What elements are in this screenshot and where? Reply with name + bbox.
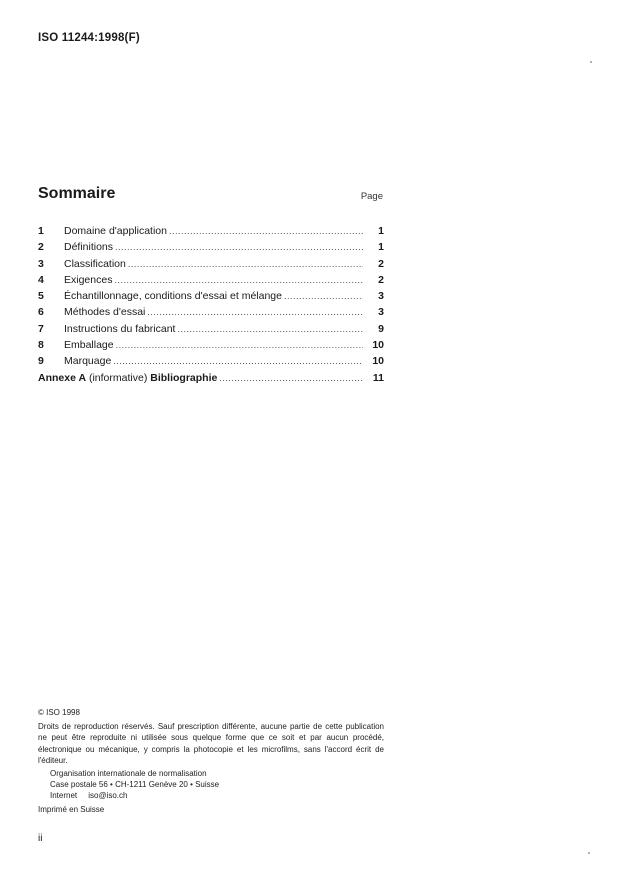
toc-entry[interactable] xyxy=(38,256,384,272)
toc-dot-leader xyxy=(177,321,363,337)
toc-dot-leader xyxy=(116,337,363,353)
toc-entry-page: 11 xyxy=(372,371,384,384)
toc-entry-title: Échantillonnage, conditions d'essai et mélange xyxy=(64,290,282,303)
toc-entry-page: 1 xyxy=(378,241,384,254)
annex-bibliography: Bibliographie xyxy=(150,371,218,384)
document-header: ISO 11244:1998(F) xyxy=(38,32,140,44)
internet-label: Internet xyxy=(50,791,78,801)
toc-entry-page: 1 xyxy=(378,225,384,237)
toc-dot-leader xyxy=(115,239,363,255)
toc-entry-title: Emballage xyxy=(64,339,114,352)
toc-entry[interactable] xyxy=(38,239,384,255)
toc-entry-page: 10 xyxy=(372,339,384,352)
toc-entry[interactable] xyxy=(38,353,384,369)
page-number: ii xyxy=(38,833,43,844)
toc-entry-title: Classification xyxy=(64,257,126,270)
annex-label: Annexe A xyxy=(38,371,87,384)
toc-annex-entry[interactable] xyxy=(38,370,384,386)
toc-entry-number: 4 xyxy=(38,273,44,286)
toc-entry[interactable] xyxy=(38,304,384,320)
annex-note: (informative) xyxy=(88,371,148,384)
printed-in: Imprimé en Suisse xyxy=(38,804,105,814)
toc-dot-leader xyxy=(147,304,363,320)
toc-entry-page: 9 xyxy=(378,322,384,335)
toc-entry-title: Définitions xyxy=(64,241,114,254)
toc-entry-page: 3 xyxy=(378,290,384,303)
copyright-notice xyxy=(38,707,384,815)
toc-entry-number: 7 xyxy=(38,322,44,335)
organisation-name: Organisation internationale de normalisation xyxy=(50,769,207,779)
toc-entry[interactable] xyxy=(38,288,384,304)
toc-entry-title: Instructions du fabricant xyxy=(64,322,176,335)
toc-entry[interactable] xyxy=(38,272,384,288)
toc-entry-page: 3 xyxy=(378,306,384,319)
toc-dot-leader xyxy=(114,272,363,288)
toc-entry-title: Domaine d'application xyxy=(64,225,167,237)
toc-entry[interactable] xyxy=(38,337,384,353)
toc-entry[interactable] xyxy=(38,321,384,337)
postal-address: Case postale 56 • CH-1211 Genève 20 • Suisse xyxy=(50,780,220,790)
organisation-address xyxy=(38,768,384,802)
toc-entry-title: Marquage xyxy=(64,355,112,368)
table-of-contents xyxy=(38,223,384,386)
toc-dot-leader xyxy=(169,223,363,239)
toc-page-column-label: Page xyxy=(360,191,383,202)
toc-entry-number: 2 xyxy=(38,241,44,254)
toc-dot-leader xyxy=(128,256,363,272)
toc-entry-number: 1 xyxy=(38,225,44,237)
toc-dot-leader xyxy=(113,353,363,369)
toc-entry-number: 3 xyxy=(38,257,44,270)
internet-line xyxy=(50,790,384,801)
toc-annex-title xyxy=(38,370,217,386)
toc-entry-page: 2 xyxy=(378,273,384,286)
toc-entry-number: 9 xyxy=(38,355,44,368)
copyright-text: Droits de reproduction réservés. Sauf prescription différente, aucune partie de cette publication ne peut être reproduite ni utilisée sous quelque forme que ce soit et par aucun procédé, électronique ou mécanique, y compris la photocopie et les microfilms, sans l'accord écrit de l'éditeur. xyxy=(38,722,384,765)
toc-dot-leader xyxy=(284,288,363,304)
internet-address[interactable]: iso@iso.ch xyxy=(88,791,128,801)
toc-title: Sommaire xyxy=(38,185,116,202)
toc-entry[interactable] xyxy=(38,223,384,239)
toc-dot-leader xyxy=(219,370,363,386)
toc-entry-number: 8 xyxy=(38,339,44,352)
toc-entry-number: 5 xyxy=(38,290,44,303)
toc-entry-title: Méthodes d'essai xyxy=(64,306,146,319)
scan-speck xyxy=(590,61,592,63)
copyright-line: © ISO 1998 xyxy=(38,708,80,717)
toc-entry-title: Exigences xyxy=(64,273,113,286)
toc-entry-page: 2 xyxy=(378,257,384,270)
scan-speck xyxy=(588,852,590,854)
toc-entry-number: 6 xyxy=(38,306,44,319)
toc-entry-page: 10 xyxy=(372,355,384,368)
